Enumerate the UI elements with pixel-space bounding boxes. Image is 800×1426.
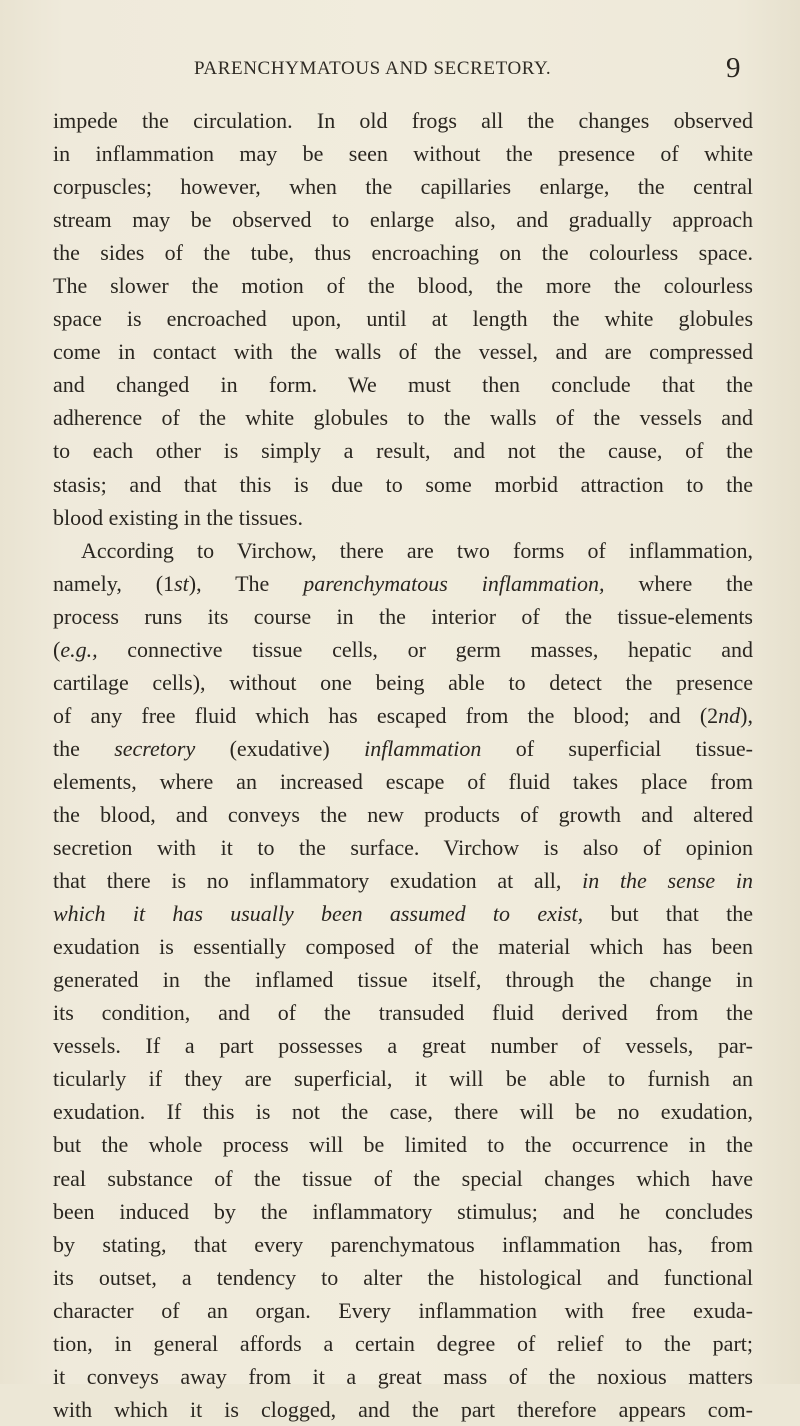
text-line bbox=[53, 401, 753, 434]
text-line bbox=[53, 236, 753, 269]
text-segment: exudation is essentially composed of the material which has been bbox=[53, 934, 753, 960]
text-segment: tion, in general affords a certain degree of relief to the part; bbox=[53, 1330, 753, 1356]
text-line bbox=[53, 434, 753, 467]
text-line bbox=[53, 1393, 753, 1426]
text-line bbox=[53, 798, 753, 831]
text-line bbox=[53, 137, 753, 170]
text-line bbox=[53, 1162, 753, 1195]
text-segment: real substance of the tissue of the special changes which have bbox=[53, 1165, 753, 1191]
text-line bbox=[53, 699, 753, 732]
text-segment: adherence of the white globules to the walls of the vessels and bbox=[53, 405, 753, 431]
text-line bbox=[53, 170, 753, 203]
text-line bbox=[53, 732, 753, 765]
text-line bbox=[53, 996, 753, 1029]
text-segment: to each other is simply a result, and not the cause, of the bbox=[53, 438, 753, 464]
body-text bbox=[53, 104, 753, 1426]
text-segment: cartilage cells), without one being able to detect the presence bbox=[53, 669, 753, 695]
running-title: PARENCHYMATOUS AND SECRETORY. bbox=[194, 58, 552, 79]
text-line bbox=[53, 1195, 753, 1228]
text-segment: blood existing in the tissues. bbox=[53, 504, 303, 530]
italic-text: st bbox=[174, 570, 189, 596]
text-line bbox=[53, 1095, 753, 1128]
text-segment: of superficial tissue- bbox=[481, 735, 753, 761]
text-segment: its outset, a tendency to alter the histological and functional bbox=[53, 1264, 753, 1290]
italic-text: e.g., bbox=[60, 636, 98, 662]
text-segment: ), bbox=[740, 702, 753, 728]
text-line bbox=[53, 1062, 753, 1095]
text-line bbox=[53, 501, 753, 534]
text-line bbox=[53, 1029, 753, 1062]
text-segment: its condition, and of the transuded fluid derived from the bbox=[53, 1000, 753, 1026]
text-segment: character of an organ. Every inflammation with free exuda- bbox=[53, 1297, 753, 1323]
text-segment: that there is no inflammatory exudation at all, bbox=[53, 868, 583, 894]
text-segment: been induced by the inflammatory stimulus; and he concludes bbox=[53, 1198, 753, 1224]
text-line bbox=[53, 567, 753, 600]
text-segment: the blood, and conveys the new products of growth and altered bbox=[53, 801, 753, 827]
text-segment: ( bbox=[53, 636, 61, 662]
text-line bbox=[53, 302, 753, 335]
text-segment: stream may be observed to enlarge also, and gradually approach bbox=[53, 207, 753, 233]
text-segment: impede the circulation. In old frogs all the changes observed bbox=[53, 108, 753, 133]
text-segment: The slower the motion of the blood, the more the colourless bbox=[53, 273, 753, 299]
text-segment: the bbox=[53, 735, 115, 761]
running-head bbox=[0, 52, 800, 84]
text-segment: generated in the inflamed tissue itself, through the change in bbox=[53, 967, 753, 993]
text-segment: with which it is clogged, and the part therefore appears com- bbox=[53, 1396, 753, 1422]
text-segment: ), The bbox=[188, 570, 304, 596]
text-segment: secretion with it to the surface. Virchow is also of opinion bbox=[53, 835, 753, 861]
text-segment: and changed in form. We must then conclude that the bbox=[53, 372, 753, 398]
text-line bbox=[53, 468, 753, 501]
italic-text: which it has usually been assumed to exist, bbox=[53, 901, 584, 927]
italic-text: parenchymatous inflammation, bbox=[303, 570, 605, 596]
italic-text: inflammation bbox=[364, 735, 482, 761]
text-line bbox=[53, 831, 753, 864]
text-segment: elements, where an increased escape of fluid takes place from bbox=[53, 768, 753, 794]
text-line bbox=[53, 203, 753, 236]
text-line bbox=[53, 104, 753, 137]
text-line bbox=[53, 1294, 753, 1327]
text-line bbox=[53, 534, 753, 567]
text-segment: where the bbox=[604, 570, 753, 596]
text-segment: the sides of the tube, thus encroaching on the colourless space. bbox=[53, 240, 753, 266]
text-line bbox=[53, 368, 753, 401]
text-line bbox=[53, 269, 753, 302]
text-segment: in inflammation may be seen without the presence of white bbox=[53, 141, 753, 167]
text-segment: ticularly if they are superficial, it will be able to furnish an bbox=[53, 1066, 753, 1092]
text-line bbox=[53, 600, 753, 633]
text-segment: vessels. If a part possesses a great number of vessels, par- bbox=[53, 1033, 753, 1059]
text-line bbox=[53, 864, 753, 897]
text-line bbox=[53, 1360, 753, 1393]
text-line bbox=[53, 1327, 753, 1360]
text-line bbox=[53, 335, 753, 368]
text-segment: exudation. If this is not the case, there will be no exudation, bbox=[53, 1099, 753, 1125]
italic-text: secretory bbox=[114, 735, 196, 761]
text-segment: by stating, that every parenchymatous inflammation has, from bbox=[53, 1231, 753, 1257]
text-segment: According to Virchow, there are two forms of inflammation, bbox=[81, 537, 753, 563]
text-line bbox=[53, 1261, 753, 1294]
text-segment: (exudative) bbox=[195, 735, 365, 761]
italic-text: nd bbox=[718, 702, 741, 728]
text-line bbox=[53, 666, 753, 699]
text-segment: of any free fluid which has escaped from the blood; and (2 bbox=[53, 702, 719, 728]
text-line bbox=[53, 1228, 753, 1261]
text-segment: space is encroached upon, until at length the white globules bbox=[53, 306, 753, 332]
italic-text: in the sense in bbox=[582, 868, 753, 894]
text-line bbox=[53, 1128, 753, 1161]
text-line bbox=[53, 930, 753, 963]
text-segment: come in contact with the walls of the vessel, and are compressed bbox=[53, 339, 753, 365]
text-segment: but the whole process will be limited to the occurrence in the bbox=[53, 1132, 753, 1158]
text-segment: stasis; and that this is due to some morbid attraction to the bbox=[53, 471, 753, 497]
text-segment: namely, (1 bbox=[53, 570, 175, 596]
text-line bbox=[53, 765, 753, 798]
text-segment: but that the bbox=[583, 901, 753, 927]
text-line bbox=[53, 897, 753, 930]
text-segment: connective tissue cells, or germ masses, hepatic and bbox=[97, 636, 753, 662]
text-segment: process runs its course in the interior of the tissue-elements bbox=[53, 603, 753, 629]
text-segment: corpuscles; however, when the capillaries enlarge, the central bbox=[53, 174, 753, 200]
text-segment: it conveys away from it a great mass of the noxious matters bbox=[53, 1363, 753, 1389]
text-line bbox=[53, 633, 753, 666]
page-number: 9 bbox=[726, 52, 741, 84]
text-line bbox=[53, 963, 753, 996]
